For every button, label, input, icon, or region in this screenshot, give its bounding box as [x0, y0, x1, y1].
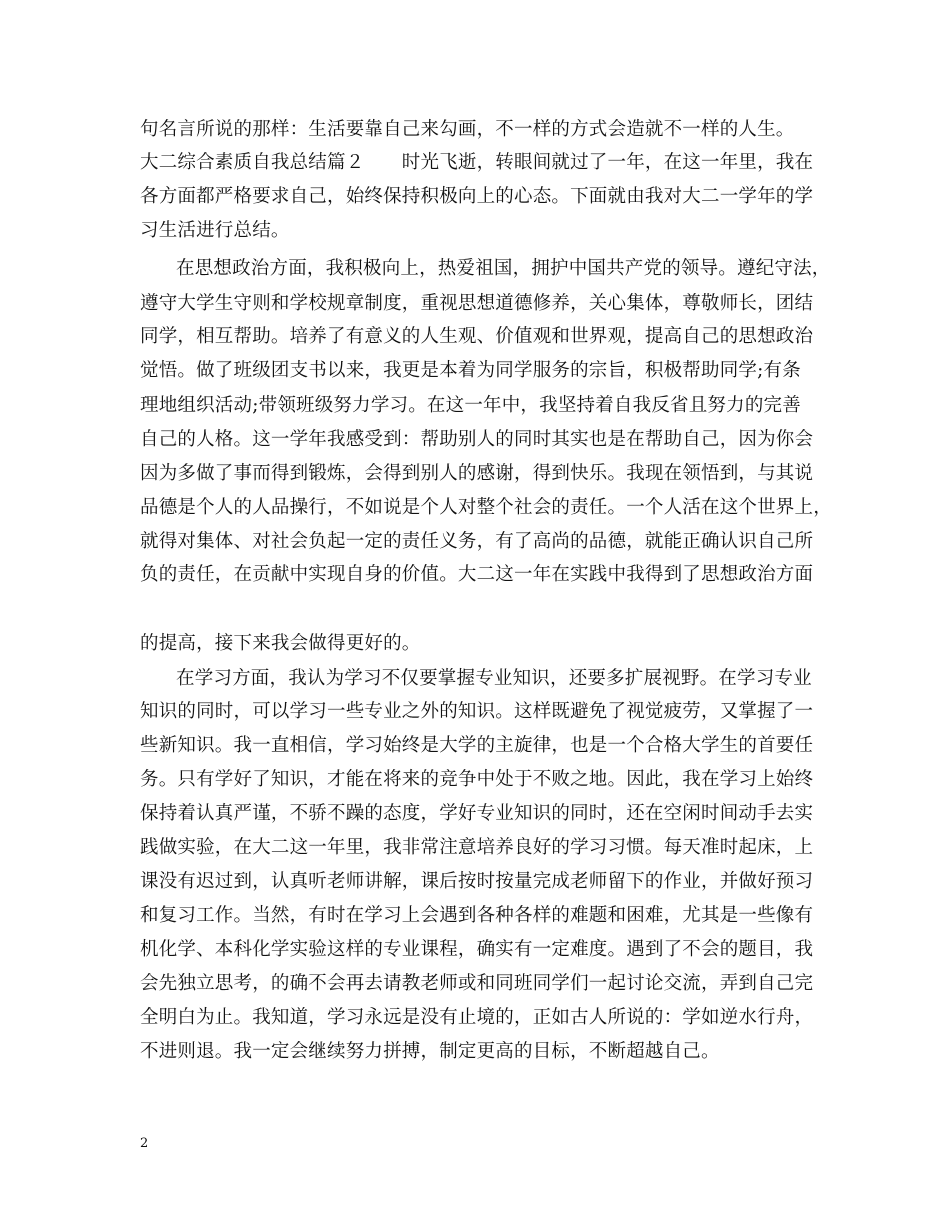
paragraph-first-line: 在学习方面，我认为学习不仅要掌握专业知识，还要多扩展视野。在学习专业 [176, 668, 812, 689]
text-line: 同学，相互帮助。培养了有意义的人生观、价值观和世界观，提高自己的思想政治 [140, 326, 814, 347]
text-line: 课没有迟过到，认真听老师讲解，课后按时按量完成老师留下的作业，并做好预习 [140, 871, 814, 892]
paragraph-first-line: 在思想政治方面，我积极向上，热爱祖国，拥护中国共产党的领导。遵纪守法， [176, 258, 831, 279]
text-line: 负的责任，在贡献中实现自身的价值。大二这一年在实践中我得到了思想政治方面 [140, 564, 814, 585]
text-line: 就得对集体、对社会负起一定的责任义务，有了高尚的品德，就能正确认识自己所 [140, 531, 814, 552]
text-line: 句名言所说的那样：生活要靠自己来勾画，不一样的方式会造就不一样的人生。 [140, 119, 795, 140]
text-line: 机化学、本科化学实验这样的专业课程，确实有一定难度。遇到了不会的题目，我 [140, 939, 814, 960]
text-line: 品德是个人的人品操行，不如说是个人对整个社会的责任。一个人活在这个世界上， [140, 497, 832, 518]
text-line: 大二综合素质自我总结篇２ 时光飞逝，转眼间就过了一年，在这一年里，我在 [140, 152, 814, 173]
text-line: 理地组织活动;带领班级努力学习。在这一年中，我坚持着自我反省且努力的完善 [140, 395, 801, 416]
text-line: 务。只有学好了知识，才能在将来的竞争中处于不败之地。因此，我在学习上始终 [140, 769, 814, 790]
text-line: 知识的同时，可以学习一些专业之外的知识。这样既避免了视觉疲劳，又掌握了一 [140, 701, 814, 722]
text-line: 的提高，接下来我会做得更好的。 [140, 633, 421, 654]
text-line: 自己的人格。这一学年我感受到：帮助别人的同时其实也是在帮助自己，因为你会 [140, 429, 814, 450]
text-line: 各方面都严格要求自己，始终保持积极向上的心态。下面就由我对大二一学年的学 [140, 186, 814, 207]
text-line: 习生活进行总结。 [140, 220, 290, 241]
text-line: 遵守大学生守则和学校规章制度，重视思想道德修养，关心集体，尊敬师长，团结 [140, 293, 814, 314]
text-line: 全明白为止。我知道，学习永远是没有止境的，正如古人所说的：学如逆水行舟， [140, 1007, 814, 1028]
text-line: 践做实验，在大二这一年里，我非常注意培养良好的学习习惯。每天准时起床，上 [140, 837, 814, 858]
text-line: 觉悟。做了班级团支书以来，我更是本着为同学服务的宗旨，积极帮助同学;有条 [140, 360, 801, 381]
text-line: 和复习工作。当然，有时在学习上会遇到各种各样的难题和困难，尤其是一些像有 [140, 905, 814, 926]
page-number: 2 [140, 1136, 149, 1151]
text-line: 不进则退。我一定会继续努力拼搏，制定更高的目标，不断超越自己。 [140, 1041, 720, 1062]
text-line: 保持着认真严谨，不骄不躁的态度，学好专业知识的同时，还在空闲时间动手去实 [140, 803, 814, 824]
text-line: 因为多做了事而得到锻炼，会得到别人的感谢，得到快乐。我现在领悟到，与其说 [140, 463, 814, 484]
text-line: 会先独立思考，的确不会再去请教老师或和同班同学们一起讨论交流，弄到自己完 [140, 973, 814, 994]
text-line: 些新知识。我一直相信，学习始终是大学的主旋律，也是一个合格大学生的首要任 [140, 735, 814, 756]
